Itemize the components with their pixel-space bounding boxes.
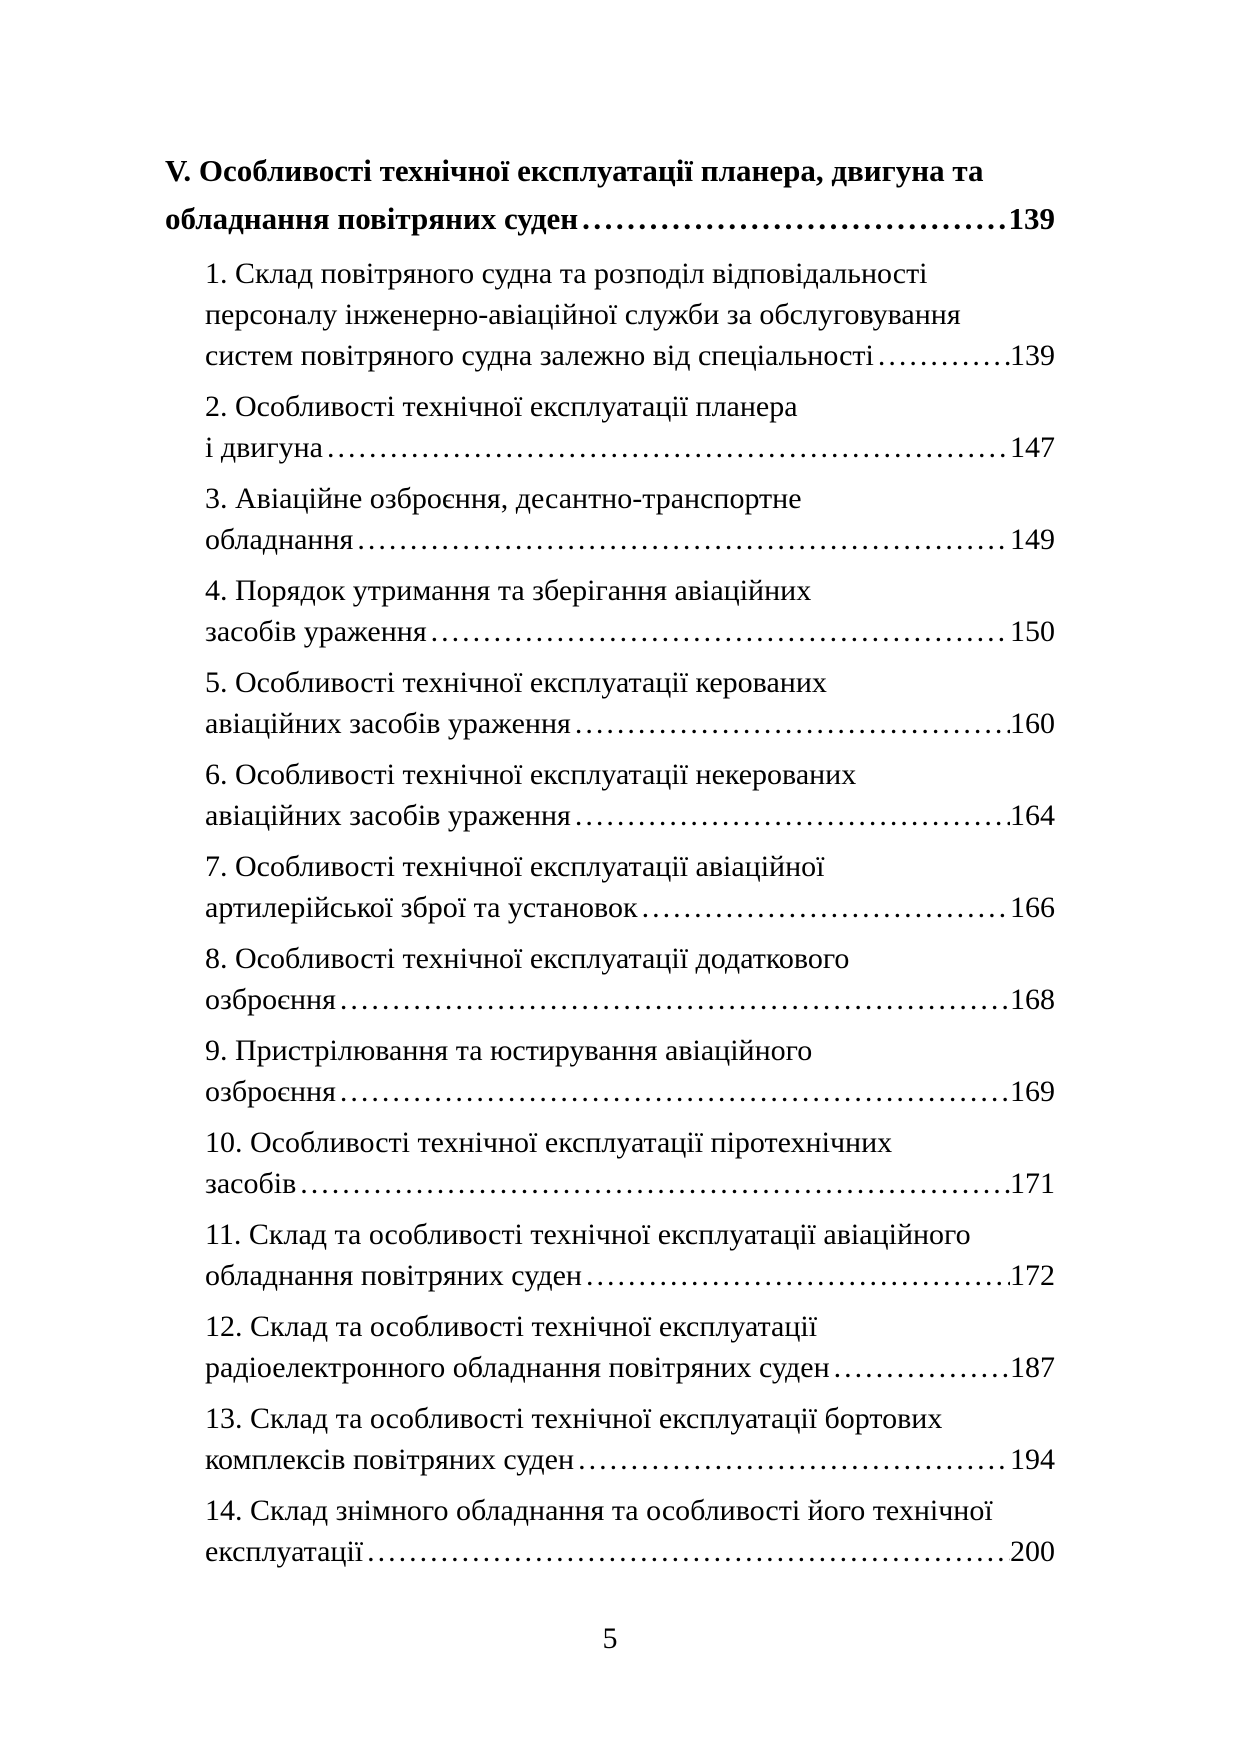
- toc-entry-line: [205, 795, 1055, 836]
- toc-entry-line: 11. Склад та особливості технічної експлуатації авіаційного: [205, 1218, 971, 1251]
- toc-entry: [205, 1214, 1055, 1296]
- toc-entry-line: 5. Особливості технічної експлуатації керованих: [205, 666, 827, 699]
- toc-entry-line: [205, 1071, 1055, 1112]
- toc-entry-page-number: 139: [1010, 339, 1055, 372]
- dot-leader: [575, 795, 1010, 836]
- toc-entry-text: систем повітряного судна залежно від спеціальності: [205, 339, 874, 372]
- toc-entry-text: обладнання повітряних суден: [205, 1259, 582, 1292]
- dot-leader: [327, 427, 1010, 468]
- toc-entry-line: 3. Авіаційне озброєння, десантно-транспортне: [205, 482, 802, 515]
- toc-entry-page-number: 164: [1010, 799, 1055, 832]
- toc-entry-line: персоналу інженерно-авіаційної служби за обслуговування: [205, 298, 961, 331]
- toc-entry-page-number: 200: [1010, 1535, 1055, 1568]
- toc-entry-text: артилерійської зброї та установок: [205, 891, 638, 924]
- table-of-contents: [165, 147, 1055, 1572]
- toc-entries: [165, 253, 1055, 1572]
- toc-entry-page-number: 147: [1010, 431, 1055, 464]
- toc-entry-text: і двигуна: [205, 431, 323, 464]
- toc-entry-page-number: 149: [1010, 523, 1055, 556]
- toc-entry-line: 2. Особливості технічної експлуатації планера: [205, 390, 798, 423]
- dot-leader: [586, 1255, 1010, 1296]
- toc-entry-line: 9. Пристрілювання та юстирування авіаційного: [205, 1034, 813, 1067]
- page-number: 5: [602, 1622, 618, 1655]
- dot-leader: [340, 1071, 1010, 1112]
- toc-entry-text: обладнання: [205, 523, 354, 556]
- toc-entry: [205, 386, 1055, 468]
- toc-entry-line: 7. Особливості технічної експлуатації авіаційної: [205, 850, 825, 883]
- toc-entry: [205, 1030, 1055, 1112]
- toc-entry: [205, 253, 1055, 376]
- toc-entry-text: озброєння: [205, 1075, 336, 1108]
- toc-entry-page-number: 168: [1010, 983, 1055, 1016]
- toc-heading-line-2: [165, 195, 1055, 243]
- toc-entry-page-number: 187: [1010, 1351, 1055, 1384]
- toc-entry-text: засобів ураження: [205, 615, 427, 648]
- dot-leader: [834, 1347, 1010, 1388]
- toc-entry-line: 8. Особливості технічної експлуатації додаткового: [205, 942, 850, 975]
- toc-entry: [205, 570, 1055, 652]
- toc-heading-line-1: V. Особливості технічної експлуатації планера, двигуна та: [165, 153, 984, 188]
- toc-entry: [205, 846, 1055, 928]
- toc-entry-line: [205, 335, 1055, 376]
- toc-entry-line: [205, 1347, 1055, 1388]
- toc-section-heading: [165, 147, 1055, 243]
- dot-leader: [642, 887, 1010, 928]
- dot-leader: [582, 195, 1008, 243]
- toc-entry-line: [205, 519, 1055, 560]
- toc-entry: [205, 662, 1055, 744]
- toc-entry: [205, 1122, 1055, 1204]
- toc-entry: [205, 754, 1055, 836]
- toc-entry-line: 13. Склад та особливості технічної експлуатації бортових: [205, 1402, 943, 1435]
- dot-leader: [367, 1531, 1010, 1572]
- toc-entry-text: авіаційних засобів ураження: [205, 799, 571, 832]
- dot-leader: [357, 519, 1010, 560]
- toc-entry-line: [205, 1531, 1055, 1572]
- toc-entry-line: [205, 1439, 1055, 1480]
- toc-entry-text: радіоелектронного обладнання повітряних суден: [205, 1351, 830, 1384]
- toc-heading-line-2-text: обладнання повітряних суден: [165, 201, 579, 236]
- toc-entry-line: 4. Порядок утримання та зберігання авіаційних: [205, 574, 812, 607]
- toc-entry: [205, 938, 1055, 1020]
- toc-entry-line: 10. Особливості технічної експлуатації піротехнічних: [205, 1126, 893, 1159]
- toc-entry: [205, 478, 1055, 560]
- toc-entry-line: 1. Склад повітряного судна та розподіл відповідальності: [205, 257, 928, 290]
- dot-leader: [575, 703, 1010, 744]
- dot-leader: [878, 335, 1010, 376]
- toc-entry-line: 6. Особливості технічної експлуатації некерованих: [205, 758, 857, 791]
- toc-entry: [205, 1398, 1055, 1480]
- toc-entry-page-number: 160: [1010, 707, 1055, 740]
- dot-leader: [300, 1163, 1010, 1204]
- toc-entry-line: 12. Склад та особливості технічної експлуатації: [205, 1310, 818, 1343]
- toc-heading-page-number: 139: [1008, 201, 1055, 236]
- toc-entry: [205, 1306, 1055, 1388]
- toc-entry-page-number: 171: [1010, 1167, 1055, 1200]
- toc-entry-text: комплексів повітряних суден: [205, 1443, 575, 1476]
- toc-entry-text: засобів: [205, 1167, 297, 1200]
- toc-entry-text: озброєння: [205, 983, 336, 1016]
- toc-entry-line: [205, 703, 1055, 744]
- toc-entry-line: [205, 1163, 1055, 1204]
- toc-entry-line: [205, 1255, 1055, 1296]
- toc-entry-page-number: 166: [1010, 891, 1055, 924]
- dot-leader: [340, 979, 1010, 1020]
- toc-entry-line: [205, 427, 1055, 468]
- toc-entry-line: [205, 979, 1055, 1020]
- dot-leader: [431, 611, 1010, 652]
- toc-entry-page-number: 194: [1010, 1443, 1055, 1476]
- toc-entry-line: 14. Склад знімного обладнання та особливості його технічної: [205, 1494, 993, 1527]
- toc-entry-page-number: 169: [1010, 1075, 1055, 1108]
- toc-entry-text: експлуатації: [205, 1535, 364, 1568]
- dot-leader: [578, 1439, 1010, 1480]
- toc-entry-page-number: 172: [1010, 1259, 1055, 1292]
- toc-entry-line: [205, 887, 1055, 928]
- toc-entry-text: авіаційних засобів ураження: [205, 707, 571, 740]
- toc-entry: [205, 1490, 1055, 1572]
- toc-entry-line: [205, 611, 1055, 652]
- toc-entry-page-number: 150: [1010, 615, 1055, 648]
